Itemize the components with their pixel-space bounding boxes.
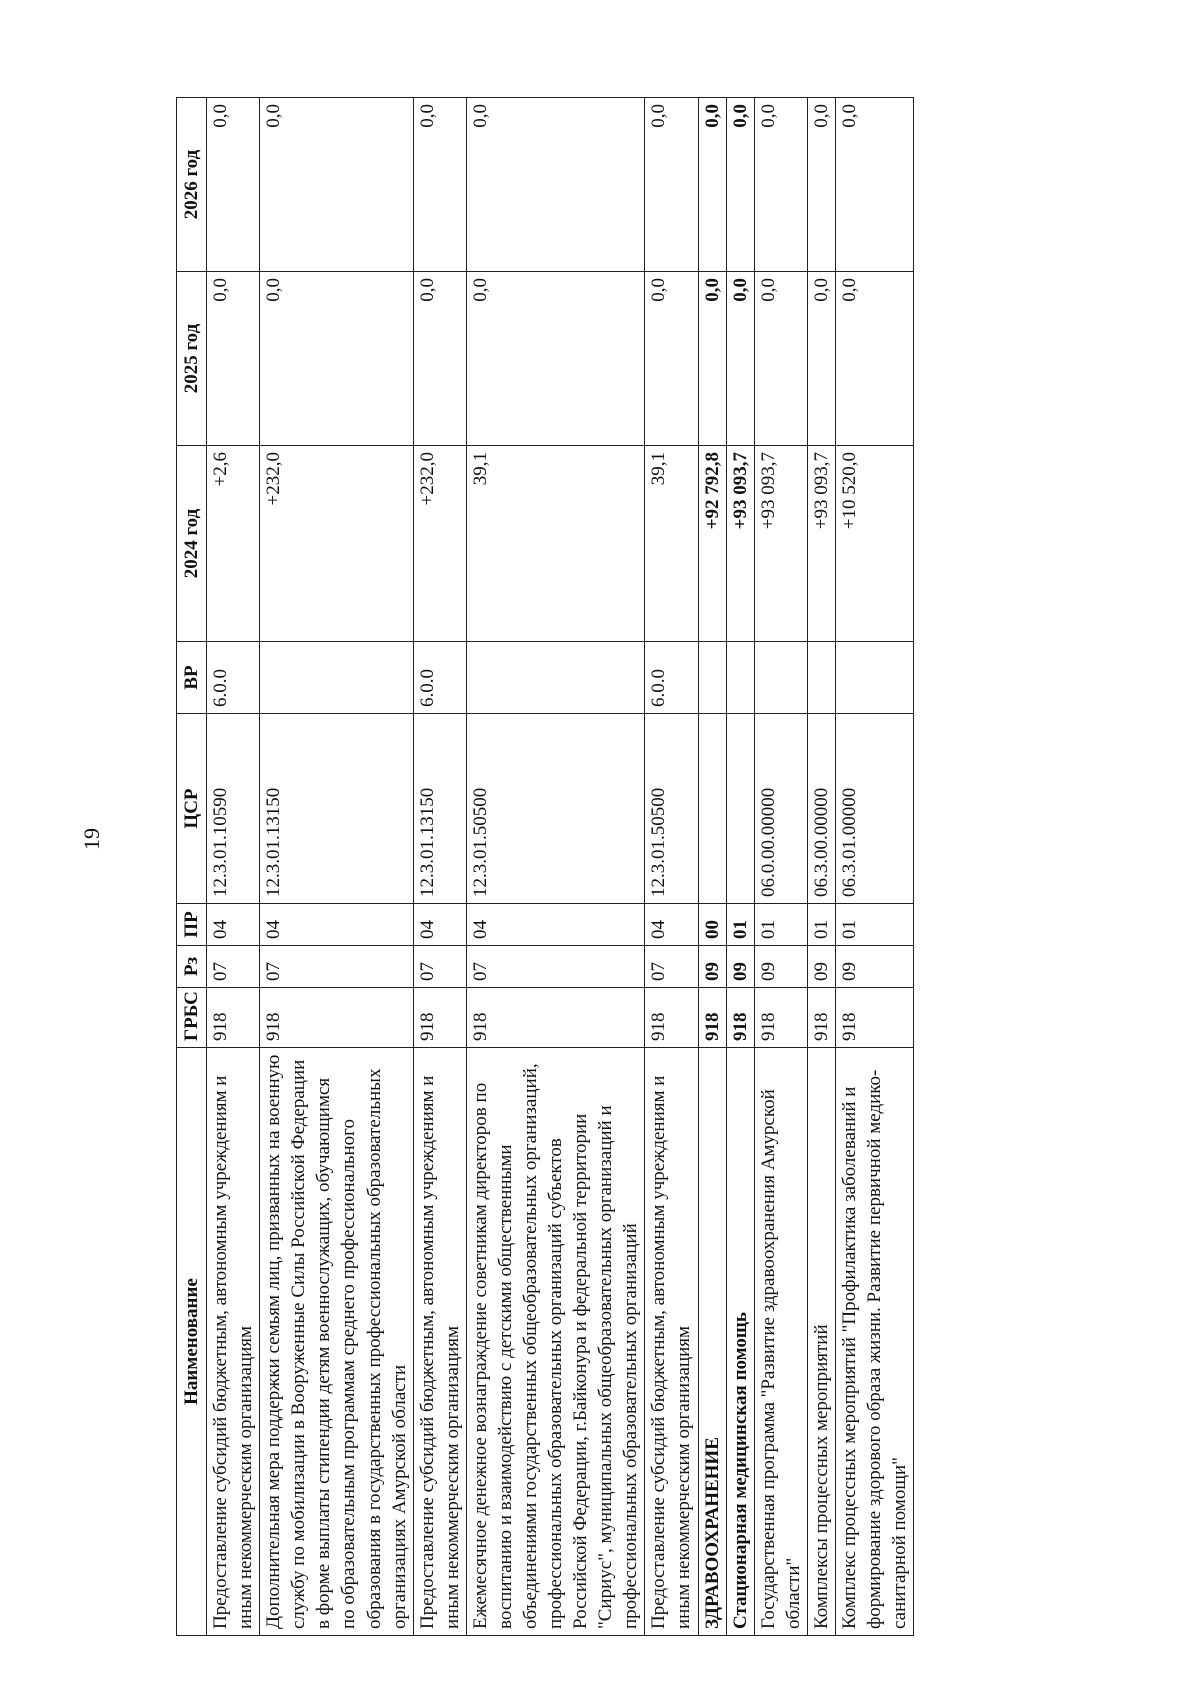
cell-csr: 12.3.01.50500	[466, 714, 645, 904]
cell-2024: +92 792,8	[698, 446, 726, 642]
cell-name: Комплексы процессных мероприятий	[807, 1048, 835, 1636]
cell-grbs: 918	[413, 988, 466, 1048]
cell-name: Предоставление субсидий бюджетным, автономным учреждениям и иным некоммерческим организациям	[413, 1048, 466, 1636]
cell-rz: 09	[754, 946, 807, 988]
cell-vr	[726, 642, 754, 714]
cell-2026: 0,0	[260, 98, 413, 272]
cell-vr	[698, 642, 726, 714]
cell-2026: 0,0	[754, 98, 807, 272]
cell-pr: 04	[260, 904, 413, 946]
rotated-page-content	[176, 98, 914, 1636]
cell-csr: 12.3.01.13150	[260, 714, 413, 904]
cell-csr: 12.3.01.50500	[645, 714, 698, 904]
table-body	[207, 98, 914, 1636]
cell-2025: 0,0	[698, 272, 726, 446]
cell-rz: 09	[835, 946, 913, 988]
cell-csr: 06.0.00.00000	[754, 714, 807, 904]
cell-2026: 0,0	[207, 98, 260, 272]
cell-2024: +93 093,7	[807, 446, 835, 642]
header-2024: 2024 год	[177, 446, 207, 642]
cell-2026: 0,0	[698, 98, 726, 272]
table-row	[207, 98, 260, 1636]
cell-rz: 09	[807, 946, 835, 988]
cell-name: Предоставление субсидий бюджетным, автономным учреждениям и иным некоммерческим организациям	[645, 1048, 698, 1636]
table-header-row	[177, 98, 207, 1636]
cell-pr: 04	[413, 904, 466, 946]
cell-csr	[698, 714, 726, 904]
cell-2024: +232,0	[260, 446, 413, 642]
cell-2024: 39,1	[466, 446, 645, 642]
table-row	[807, 98, 835, 1636]
cell-2026: 0,0	[726, 98, 754, 272]
header-2026: 2026 год	[177, 98, 207, 272]
cell-vr: 6.0.0	[207, 642, 260, 714]
cell-pr: 01	[726, 904, 754, 946]
cell-name: Комплекс процессных мероприятий "Профилактика заболеваний и формирование здорового образа жизни. Развитие первичной медико-санитарной помощи"	[835, 1048, 913, 1636]
cell-vr: 6.0.0	[645, 642, 698, 714]
cell-pr: 04	[645, 904, 698, 946]
cell-2025: 0,0	[645, 272, 698, 446]
cell-2024: 39,1	[645, 446, 698, 642]
cell-2025: 0,0	[807, 272, 835, 446]
cell-csr: 06.3.00.00000	[807, 714, 835, 904]
table-row	[413, 98, 466, 1636]
cell-2026: 0,0	[645, 98, 698, 272]
cell-rz: 09	[698, 946, 726, 988]
cell-2026: 0,0	[413, 98, 466, 272]
cell-2025: 0,0	[754, 272, 807, 446]
cell-2024: +232,0	[413, 446, 466, 642]
cell-pr: 04	[207, 904, 260, 946]
cell-pr: 04	[466, 904, 645, 946]
cell-grbs: 918	[726, 988, 754, 1048]
header-grbs: ГРБС	[177, 988, 207, 1048]
cell-rz: 07	[207, 946, 260, 988]
table-row	[698, 98, 726, 1636]
cell-rz: 07	[413, 946, 466, 988]
cell-pr: 00	[698, 904, 726, 946]
cell-csr: 12.3.01.10590	[207, 714, 260, 904]
table-row	[260, 98, 413, 1636]
cell-2025: 0,0	[835, 272, 913, 446]
header-pr: ПР	[177, 904, 207, 946]
cell-2024: +2,6	[207, 446, 260, 642]
header-2025: 2025 год	[177, 272, 207, 446]
cell-csr: 06.3.01.00000	[835, 714, 913, 904]
cell-vr	[807, 642, 835, 714]
header-rz: Рз	[177, 946, 207, 988]
cell-2025: 0,0	[260, 272, 413, 446]
cell-grbs: 918	[207, 988, 260, 1048]
cell-grbs: 918	[466, 988, 645, 1048]
table-row	[726, 98, 754, 1636]
cell-2025: 0,0	[726, 272, 754, 446]
cell-grbs: 918	[698, 988, 726, 1048]
cell-vr	[260, 642, 413, 714]
cell-grbs: 918	[260, 988, 413, 1048]
cell-grbs: 918	[754, 988, 807, 1048]
cell-pr: 01	[835, 904, 913, 946]
cell-csr	[726, 714, 754, 904]
table-row	[645, 98, 698, 1636]
cell-grbs: 918	[835, 988, 913, 1048]
cell-name: Дополнительная мера поддержки семьям лиц, призванных на военную службу по мобилизации в Вооруженные Силы Российской Федерации в форме выплаты стипендии детям военнослужащих, обучающимся по образовательным программам среднего профессионального образования в государственных профессиональных образовательных организациях Амурской области	[260, 1048, 413, 1636]
cell-pr: 01	[807, 904, 835, 946]
cell-2026: 0,0	[807, 98, 835, 272]
cell-2025: 0,0	[413, 272, 466, 446]
cell-name: Предоставление субсидий бюджетным, автономным учреждениям и иным некоммерческим организациям	[207, 1048, 260, 1636]
cell-rz: 09	[726, 946, 754, 988]
budget-table	[176, 97, 914, 1636]
header-name: Наименование	[177, 1048, 207, 1636]
cell-name: Ежемесячное денежное вознаграждение советникам директоров по воспитанию и взаимодействию с детскими общественными объединениями государственных общеобразовательных организаций, профессиональных образовательных организаций субъектов Российской Федерации, г.Байконура и федеральной территории "Сириус", муниципальных общеобразовательных организаций и профессиональных образовательных организаций	[466, 1048, 645, 1636]
header-csr: ЦСР	[177, 714, 207, 904]
cell-grbs: 918	[645, 988, 698, 1048]
cell-2025: 0,0	[207, 272, 260, 446]
table-row	[466, 98, 645, 1636]
cell-2026: 0,0	[835, 98, 913, 272]
cell-name: ЗДРАВООХРАНЕНИЕ	[698, 1048, 726, 1636]
table-row	[835, 98, 913, 1636]
page-number: 19	[79, 828, 104, 850]
cell-pr: 01	[754, 904, 807, 946]
header-vr: ВР	[177, 642, 207, 714]
cell-vr	[466, 642, 645, 714]
cell-csr: 12.3.01.13150	[413, 714, 466, 904]
cell-grbs: 918	[807, 988, 835, 1048]
cell-rz: 07	[645, 946, 698, 988]
cell-name: Государственная программа "Развитие здравоохранения Амурской области"	[754, 1048, 807, 1636]
cell-vr: 6.0.0	[413, 642, 466, 714]
cell-2024: +10 520,0	[835, 446, 913, 642]
cell-rz: 07	[260, 946, 413, 988]
cell-vr	[754, 642, 807, 714]
cell-2025: 0,0	[466, 272, 645, 446]
cell-name: Стационарная медицинская помощь	[726, 1048, 754, 1636]
cell-2024: +93 093,7	[726, 446, 754, 642]
table-row	[754, 98, 807, 1636]
cell-2024: +93 093,7	[754, 446, 807, 642]
cell-2026: 0,0	[466, 98, 645, 272]
cell-rz: 07	[466, 946, 645, 988]
cell-vr	[835, 642, 913, 714]
